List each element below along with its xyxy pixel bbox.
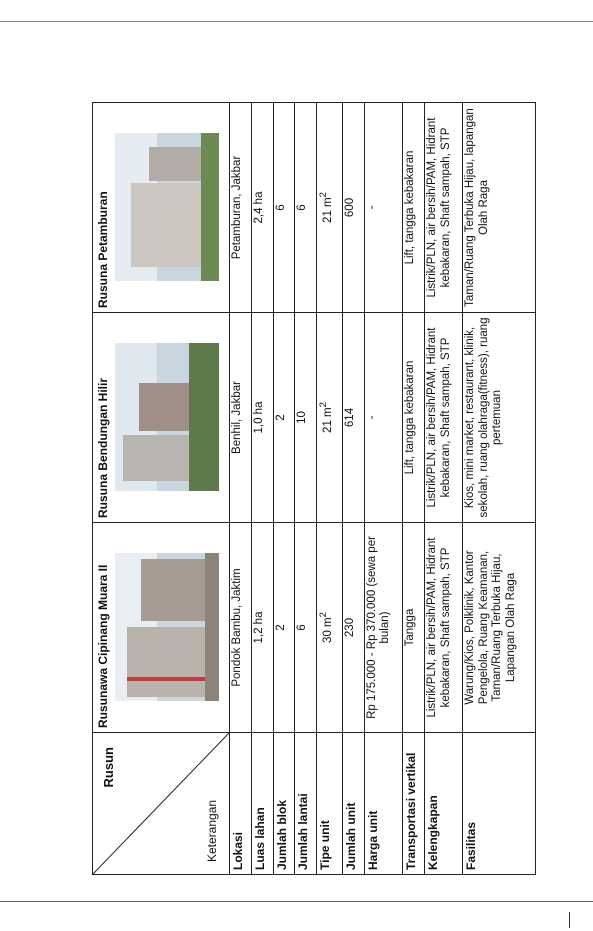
building-photo-petamburan <box>115 134 219 282</box>
table-cell <box>317 313 343 523</box>
table-row <box>230 103 252 875</box>
table-row <box>424 103 462 875</box>
column-title: Rusuna Bendungan Hilir <box>96 377 110 518</box>
unit-size: 30 m <box>322 617 335 643</box>
table-row <box>343 103 365 875</box>
row-label: Kelengkapan <box>424 733 462 875</box>
table-row <box>317 103 343 875</box>
table-cell <box>317 523 343 733</box>
table-cell: 2 <box>273 523 295 733</box>
table-row <box>463 103 536 875</box>
row-label: Transportasi vertikal <box>403 733 425 875</box>
corner-header <box>93 733 230 875</box>
table-cell: 230 <box>343 523 365 733</box>
row-label: Jumlah unit <box>343 733 365 875</box>
row-label: Jumlah blok <box>273 733 295 875</box>
table-row <box>403 103 425 875</box>
unit-superscript: 2 <box>318 402 330 408</box>
column-title: Rusunawa Cipinang Muara II <box>96 564 110 728</box>
table-row <box>364 103 402 875</box>
column-header-bendungan-hilir <box>93 313 230 523</box>
table-cell: 1,0 ha <box>251 313 273 523</box>
unit-superscript: 2 <box>318 612 330 618</box>
column-header-cipinang <box>93 523 230 733</box>
row-label: Tipe unit <box>317 733 343 875</box>
row-label: Harga unit <box>364 733 402 875</box>
table-cell: Lift, tangga kebakaran <box>403 103 425 313</box>
table-cell: Kios, mini market, restaurant, klinik, sekolah, ruang olahraga(fitness), ruang pertemuan <box>463 313 536 523</box>
table-cell: 6 <box>273 103 295 313</box>
table-cell: Benhil, Jakbar <box>230 313 252 523</box>
corner-top-label: Rusun <box>101 747 116 788</box>
table-cell <box>317 103 343 313</box>
page-number-divider <box>569 912 570 928</box>
table-cell: Lift, tangga kebakaran <box>403 313 425 523</box>
table-cell: Taman/Ruang Terbuka Hijau, lapangan Olah Raga <box>463 103 536 313</box>
table-cell: Listrik/PLN, air bersih/PAM, Hidrant kebakaran, Shaft sampah, STP <box>424 313 462 523</box>
table-cell: Listrik/PLN, air bersih/PAM, Hidrant kebakaran, Shaft sampah, STP <box>424 523 462 733</box>
building-photo-cipinang <box>115 554 219 702</box>
table-cell: 614 <box>343 313 365 523</box>
unit-superscript: 2 <box>318 192 330 198</box>
table-cell: 6 <box>295 523 317 733</box>
table-cell: 10 <box>295 313 317 523</box>
table-cell: Warung/Kios, Polklinik, Kantor Pengelola, Ruang Keamanan, Taman/Ruang Terbuka Hijau, Lapangan Olah Raga <box>463 523 536 733</box>
row-label: Jumlah lantai <box>295 733 317 875</box>
row-label: Lokasi <box>230 733 252 875</box>
table-row <box>251 103 273 875</box>
table-row <box>295 103 317 875</box>
table-cell: Petamburan, Jakbar <box>230 103 252 313</box>
unit-size: 21 m <box>322 407 335 433</box>
table-cell: 6 <box>295 103 317 313</box>
unit-size: 21 m <box>322 197 335 223</box>
rusun-comparison-table <box>92 102 536 875</box>
table-cell: Tangga <box>403 523 425 733</box>
table-cell: Rp 175.000 - Rp 370.000 (sewa per bulan) <box>364 523 402 733</box>
table-region <box>92 103 536 875</box>
column-title: Rusuna Petamburan <box>96 191 110 308</box>
table-cell: 1,2 ha <box>251 523 273 733</box>
table-cell: Pondok Bambu, Jaktim <box>230 523 252 733</box>
table-cell: Listrik/PLN, air bersih/PAM, Hidrant kebakaran, Shaft sampah, STP <box>424 103 462 313</box>
corner-bottom-label: Keterangan <box>204 799 219 862</box>
table-cell: - <box>364 313 402 523</box>
footer-rule <box>0 901 593 902</box>
table-cell: 2,4 ha <box>251 103 273 313</box>
table-cell: - <box>364 103 402 313</box>
table-cell: 2 <box>273 313 295 523</box>
header-rule <box>0 21 593 22</box>
row-label: Luas lahan <box>251 733 273 875</box>
table-row <box>273 103 295 875</box>
row-label: Fasilitas <box>463 733 536 875</box>
building-photo-bendungan-hilir <box>115 344 219 492</box>
table-cell: 600 <box>343 103 365 313</box>
column-header-petamburan <box>93 103 230 313</box>
